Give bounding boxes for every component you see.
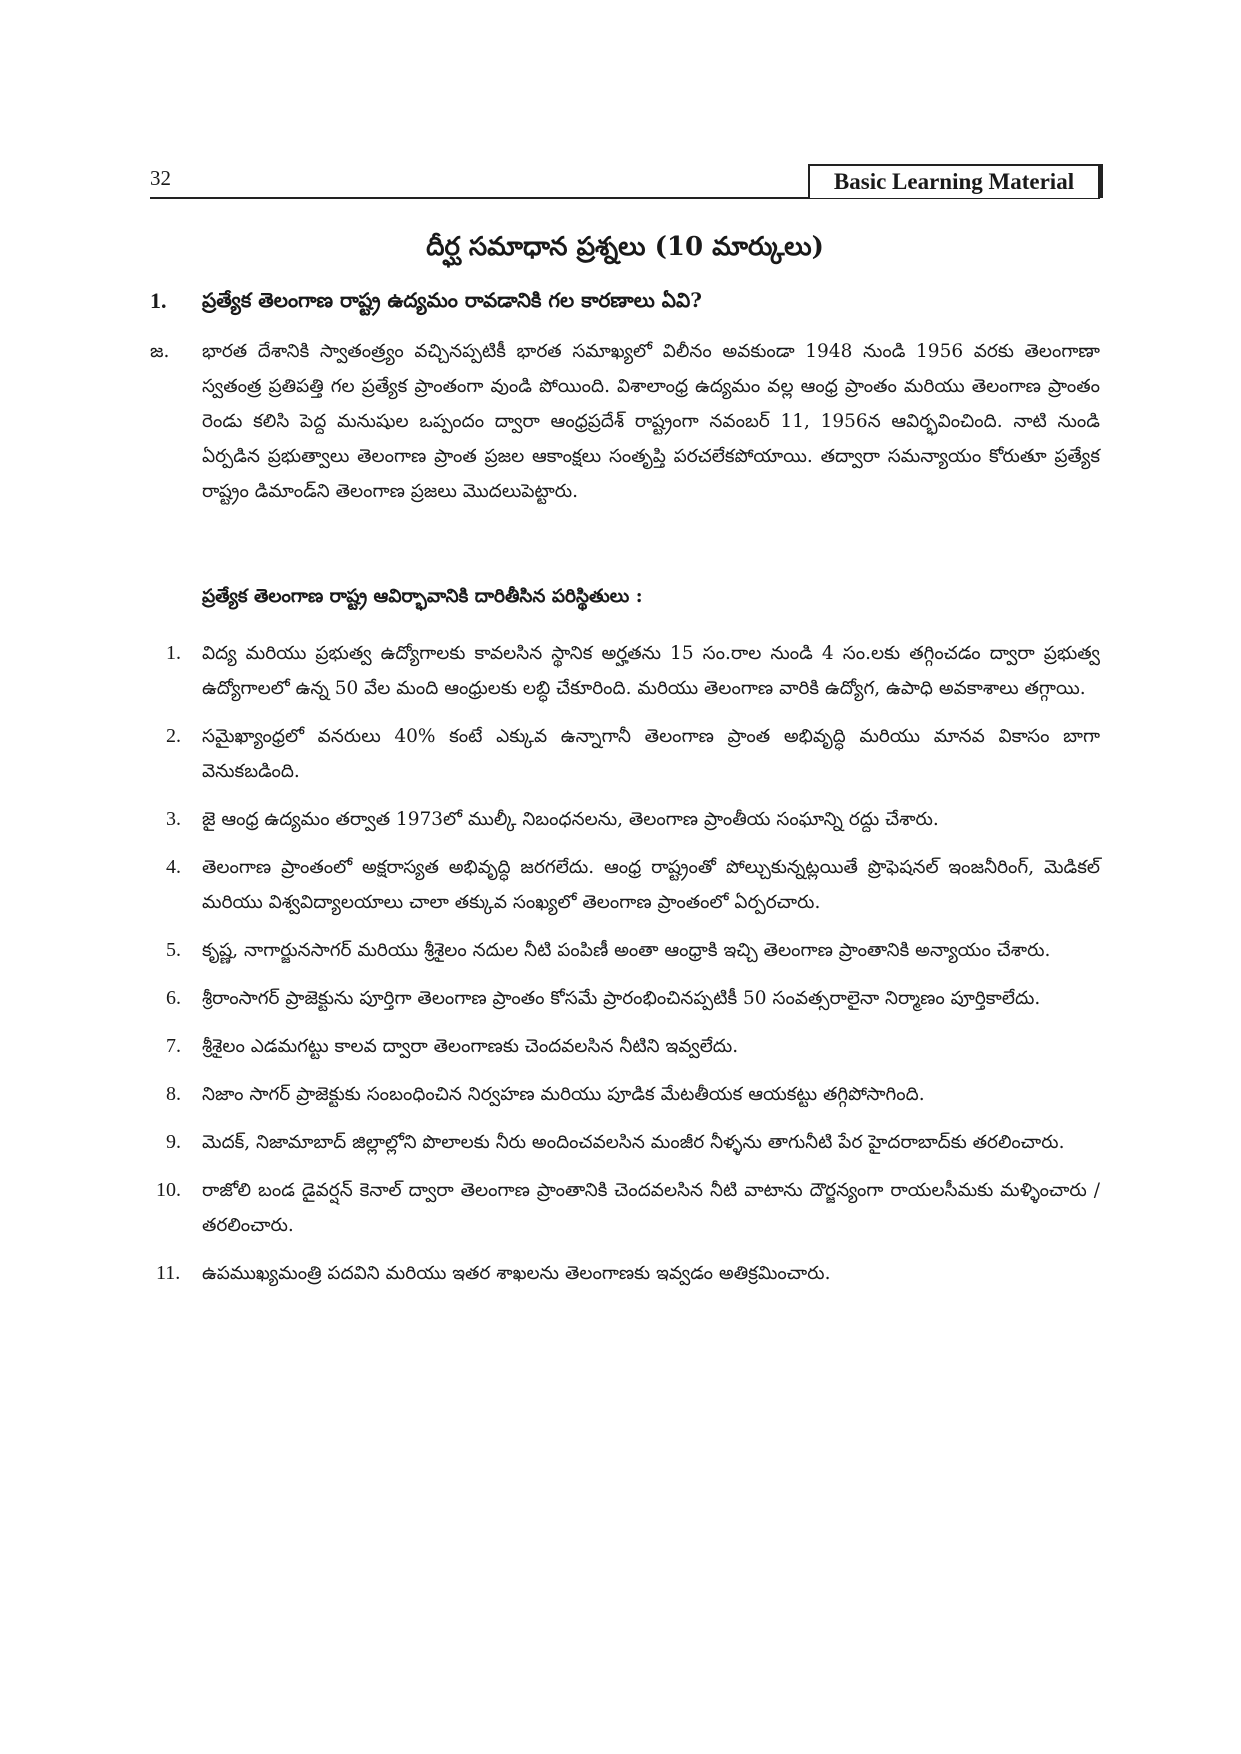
answer-label: జ. bbox=[150, 341, 170, 362]
question-text: ప్రత్యేక తెలంగాణ రాష్ట్ర ఉద్యమం రావడానికి గల కారణాలు ఏవి? bbox=[202, 288, 702, 312]
item-text: మెదక్, నిజామాబాద్ జిల్లాల్లోని పొలాలకు నీరు అందించవలసిన మంజీర నీళ్ళను తాగునీటి పేర హైదరాబాద్‌కు తరలించారు. bbox=[202, 1132, 1065, 1153]
list-item bbox=[150, 636, 1100, 706]
item-number: 4. bbox=[166, 856, 181, 878]
item-number: 8. bbox=[166, 1083, 181, 1105]
item-text: జై ఆంధ్ర ఉద్యమం తర్వాత 1973లో ముల్కీ నిబంధనలను, తెలంగాణ ప్రాంతీయ సంఘాన్ని రద్దు చేశారు. bbox=[202, 809, 939, 830]
page-header bbox=[150, 164, 1100, 204]
page-number: 32 bbox=[150, 166, 171, 190]
item-text: రాజోలి బండ డైవర్షన్ కెనాల్ ద్వారా తెలంగాణ ప్రాంతానికి చెందవలసిన నీటి వాటాను దౌర్జన్యంగా రాయలసీమకు మళ్ళించారు / తరలించారు. bbox=[202, 1180, 1100, 1236]
points-list bbox=[150, 636, 1100, 1304]
item-text: ఉపముఖ్యమంత్రి పదవిని మరియు ఇతర శాఖలను తెలంగాణకు ఇవ్వడం అతిక్రమించారు. bbox=[202, 1263, 831, 1284]
list-item bbox=[150, 1029, 1100, 1064]
item-number: 1. bbox=[166, 642, 181, 664]
item-number: 2. bbox=[166, 725, 181, 747]
item-number: 7. bbox=[166, 1035, 181, 1057]
list-item bbox=[150, 850, 1100, 920]
list-item bbox=[150, 933, 1100, 968]
book-title-box: Basic Learning Material bbox=[808, 164, 1100, 198]
item-text: తెలంగాణ ప్రాంతంలో అక్షరాస్యత అభివృద్ధి జరగలేదు. ఆంధ్ర రాష్ట్రంతో పోల్చుకున్నట్లయితే ప్రొఫెషనల్ ఇంజనీరింగ్, మెడికల్ మరియు విశ్వవిద్యాలయాలు చాలా తక్కువ సంఖ్యలో తెలంగాణ ప్రాంతంలో ఏర్పరచారు. bbox=[202, 857, 1100, 913]
item-number: 11. bbox=[156, 1262, 181, 1284]
question-number: 1. bbox=[150, 288, 167, 313]
list-item bbox=[150, 802, 1100, 837]
subheading: ప్రత్యేక తెలంగాణ రాష్ట్ర ఆవిర్భావానికి దారితీసిన పరిస్థితులు : bbox=[202, 586, 643, 607]
item-number: 3. bbox=[166, 808, 181, 830]
list-item bbox=[150, 1125, 1100, 1160]
item-number: 9. bbox=[166, 1131, 181, 1153]
document-page bbox=[150, 0, 1100, 1754]
list-item bbox=[150, 1077, 1100, 1112]
answer bbox=[150, 334, 1100, 509]
item-text: శ్రీరాంసాగర్ ప్రాజెక్టును పూర్తిగా తెలంగాణ ప్రాంతం కోసమే ప్రారంభించినప్పటికీ 50 సంవత్సరాలైనా నిర్మాణం పూర్తికాలేదు. bbox=[202, 988, 1041, 1009]
item-text: విద్య మరియు ప్రభుత్వ ఉద్యోగాలకు కావలసిన స్థానిక అర్హతను 15 సం.రాల నుండి 4 సం.లకు తగ్గించడం ద్వారా ప్రభుత్వ ఉద్యోగాలలో ఉన్న 50 వేల మంది ఆంధ్రులకు లబ్ధి చేకూరింది. మరియు తెలంగాణ వారికి ఉద్యోగ, ఉపాధి అవకాశాలు తగ్గాయి. bbox=[202, 643, 1100, 699]
item-number: 5. bbox=[166, 939, 181, 961]
item-text: శ్రీశైలం ఎడమగట్టు కాలవ ద్వారా తెలంగాణకు చెందవలసిన నీటిని ఇవ్వలేదు. bbox=[202, 1036, 739, 1057]
list-item bbox=[150, 1256, 1100, 1291]
list-item bbox=[150, 1173, 1100, 1243]
item-text: కృష్ణ, నాగార్జునసాగర్ మరియు శ్రీశైలం నదుల నీటి పంపిణీ అంతా ఆంధ్రాకి ఇచ్చి తెలంగాణ ప్రాంతానికి అన్యాయం చేశారు. bbox=[202, 940, 1051, 961]
item-number: 10. bbox=[156, 1179, 181, 1201]
list-item bbox=[150, 719, 1100, 789]
section-title: దీర్ఘ సమాధాన ప్రశ్నలు (10 మార్కులు) bbox=[426, 232, 824, 262]
item-text: సమైఖ్యాంధ్రలో వనరులు 40% కంటే ఎక్కువ ఉన్నాగానీ తెలంగాణ ప్రాంత అభివృద్ధి మరియు మానవ వికాసం బాగా వెనుకబడింది. bbox=[202, 726, 1100, 782]
answer-text: భారత దేశానికి స్వాతంత్ర్యం వచ్చినప్పటికీ భారత సమాఖ్యలో విలీనం అవకుండా 1948 నుండి 1956 వరకు తెలంగాణా స్వతంత్ర ప్రతిపత్తి గల ప్రత్యేక ప్రాంతంగా వుండి పోయింది. విశాలాంధ్ర ఉద్యమం వల్ల ఆంధ్ర ప్రాంతం మరియు తెలంగాణ ప్రాంతం రెండు కలిసి పెద్ద మనుషుల ఒప్పందం ద్వారా ఆంధ్రప్రదేశ్ రాష్ట్రంగా నవంబర్ 11, 1956న ఆవిర్భవించింది. నాటి నుండి ఏర్పడిన ప్రభుత్వాలు తెలంగాణ ప్రాంత ప్రజల ఆకాంక్షలు సంతృప్తి పరచలేకపోయాయి. తద్వారా సమన్యాయం కోరుతూ ప్రత్యేక రాష్ట్రం డిమాండ్‌ని తెలంగాణ ప్రజలు మొదలుపెట్టారు. bbox=[202, 341, 1100, 502]
item-text: నిజాం సాగర్ ప్రాజెక్టుకు సంబంధించిన నిర్వహణ మరియు పూడిక మేటతీయక ఆయకట్టు తగ్గిపోసాగింది. bbox=[202, 1084, 925, 1105]
list-item bbox=[150, 981, 1100, 1016]
item-number: 6. bbox=[166, 987, 181, 1009]
